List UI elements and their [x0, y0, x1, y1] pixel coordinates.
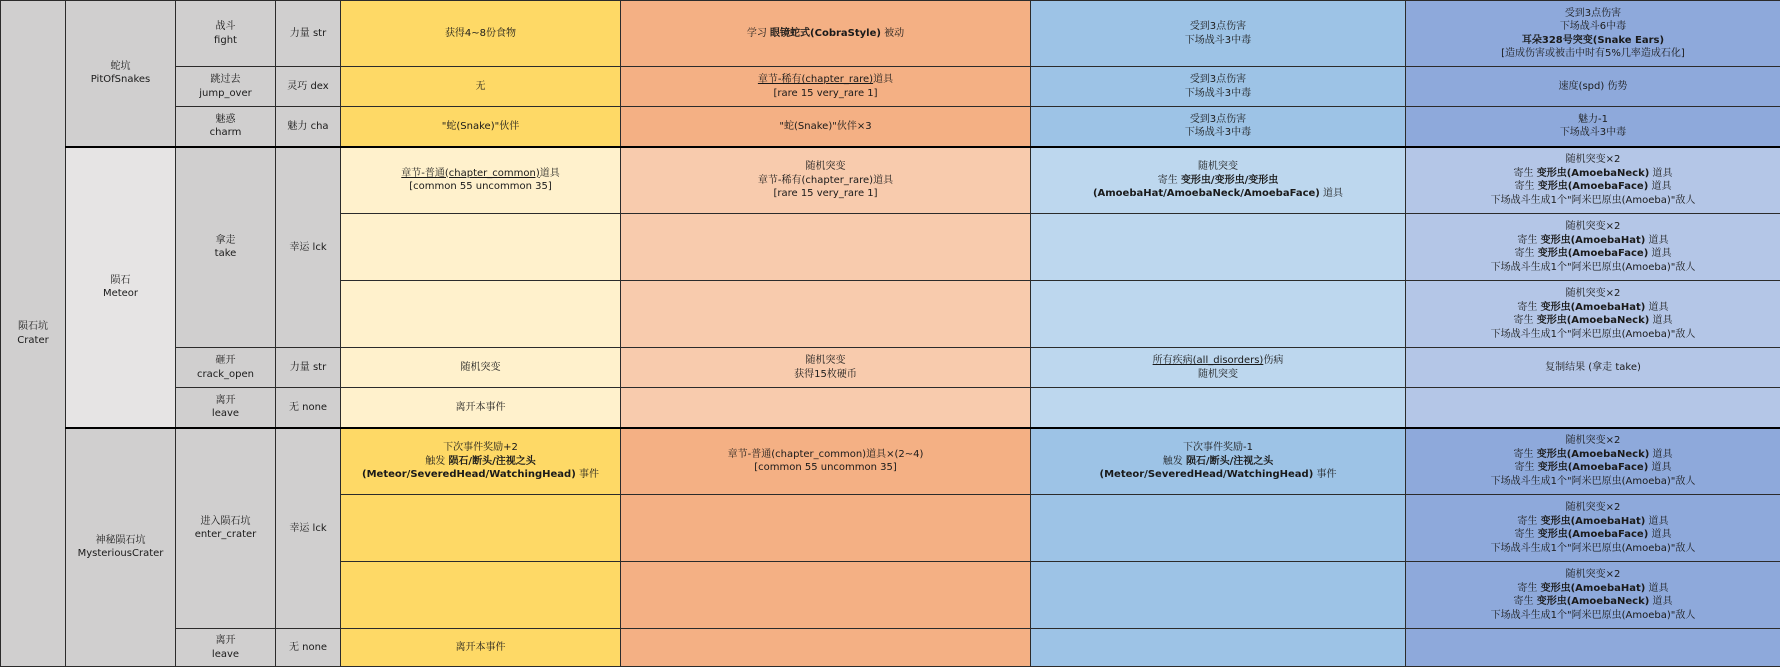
outcome-text: 被动	[880, 27, 905, 39]
outcome-text: 道具	[1649, 315, 1673, 326]
outcome-text: 变形虫/变形虫/变形虫	[1180, 174, 1279, 186]
outcome-great-failure	[1406, 147, 1780, 214]
outcome-line	[1035, 468, 1401, 482]
outcome-text: 事件	[1313, 469, 1337, 480]
outcome-text: [造成伤害或被击中时有5%几率造成石化]	[1501, 48, 1685, 59]
outcome-text: 下场战斗3中毒	[1559, 127, 1627, 139]
outcome-great-failure	[1406, 214, 1780, 281]
outcome-text: 寄生	[1517, 301, 1541, 313]
area-name: 陨石坑	[18, 321, 48, 332]
outcome-text: (Meteor/SeveredHead/WatchingHead)	[1099, 469, 1314, 480]
outcome-failure	[1031, 629, 1406, 667]
outcome-success	[621, 495, 1031, 562]
outcome-text: 随机突变×2	[1565, 154, 1621, 166]
outcome-failure	[1031, 281, 1406, 348]
option-name: 战斗	[215, 21, 236, 32]
outcome-text: 随机突变	[460, 361, 501, 373]
outcome-text: 受到3点伤害	[1564, 7, 1622, 19]
outcome-text: 变形虫(AmoebaHat)	[1540, 582, 1646, 594]
outcome-text: 道具	[1645, 515, 1669, 527]
outcome-line	[1410, 247, 1776, 261]
outcome-line	[1035, 354, 1401, 368]
outcome-great-failure	[1406, 388, 1780, 428]
outcome-line	[1410, 461, 1776, 475]
outcome-great-success	[341, 348, 621, 388]
outcome-text: 变形虫(AmoebaFace)	[1537, 248, 1649, 259]
outcome-text: 事件	[575, 469, 599, 480]
outcome-text: 陨石/断头/注视之头	[1185, 455, 1274, 467]
outcome-text: 触发	[425, 455, 449, 467]
outcome-text: 下场战斗生成1个"阿米巴原虫(Amoeba)"敌人	[1490, 475, 1696, 487]
option-cell	[176, 348, 276, 388]
event-cell-mysteriouscrater	[66, 428, 176, 667]
outcome-text: 受到3点伤害	[1189, 113, 1247, 125]
outcome-text: 寄生	[1514, 529, 1538, 540]
outcome-line	[1410, 234, 1776, 248]
outcome-line	[625, 87, 1026, 101]
outcome-text: 受到3点伤害	[1189, 21, 1247, 32]
outcome-line	[1410, 609, 1776, 623]
outcome-text: 变形虫(AmoebaFace)	[1537, 181, 1649, 193]
outcome-line	[1410, 501, 1776, 515]
outcome-line	[625, 354, 1026, 368]
outcome-text: 章节-稀有(chapter_rare)道具	[757, 174, 894, 186]
event-code: PitOfSnakes	[90, 74, 151, 86]
attribute-cell: 魅力 cha	[276, 107, 341, 147]
outcome-line	[1410, 220, 1776, 234]
outcome-failure	[1031, 562, 1406, 629]
outcome-line	[345, 641, 616, 655]
outcome-text: 寄生	[1513, 167, 1537, 179]
outcome-great-success	[341, 1, 621, 67]
outcome-text: 变形虫(AmoebaHat)	[1540, 234, 1646, 246]
event-code: MysteriousCrater	[77, 548, 164, 560]
outcome-text: 寄生	[1513, 596, 1537, 607]
option-cell	[176, 67, 276, 107]
attribute-cell: 无 none	[276, 388, 341, 428]
outcome-line	[1410, 595, 1776, 609]
outcome-success	[621, 281, 1031, 348]
outcome-text: "蛇(Snake)"伙伴	[441, 120, 520, 132]
outcome-great-failure	[1406, 428, 1780, 495]
outcome-text: 下场战斗生成1个"阿米巴原虫(Amoeba)"敌人	[1490, 328, 1696, 340]
outcome-line	[1410, 475, 1776, 489]
outcome-great-success	[341, 388, 621, 428]
outcome-text: 道具	[1645, 301, 1669, 313]
outcome-line	[1410, 20, 1776, 34]
outcome-text: 变形虫(AmoebaHat)	[1540, 515, 1646, 527]
outcome-text: 离开本事件	[455, 401, 506, 413]
outcome-failure	[1031, 495, 1406, 562]
outcome-line	[1035, 126, 1401, 140]
outcome-text: 寄生	[1514, 248, 1538, 259]
outcome-great-failure	[1406, 281, 1780, 348]
outcome-text: 学习	[746, 27, 771, 39]
outcome-great-success	[341, 67, 621, 107]
outcome-text: 随机突变×2	[1565, 435, 1621, 447]
outcome-failure	[1031, 348, 1406, 388]
outcome-line	[1035, 187, 1401, 201]
outcome-line	[1410, 113, 1776, 127]
outcome-line	[345, 401, 616, 415]
outcome-text: 耳朵328号突变(Snake Ears)	[1521, 34, 1665, 46]
outcome-text: 变形虫(AmoebaNeck)	[1536, 315, 1650, 326]
option-code: leave	[211, 408, 240, 420]
outcome-text: 道具	[1645, 234, 1669, 246]
outcome-line	[1035, 20, 1401, 34]
outcome-text: 下场战斗生成1个"阿米巴原虫(Amoeba)"敌人	[1490, 542, 1696, 554]
outcome-text: 魅力-1	[1578, 113, 1608, 125]
outcome-text: 道具	[1648, 529, 1672, 540]
outcome-line	[1410, 301, 1776, 315]
option-name: 进入陨石坑	[200, 515, 251, 527]
outcome-failure	[1031, 107, 1406, 147]
event-cell-meteor	[66, 147, 176, 428]
outcome-line	[1410, 194, 1776, 208]
option-cell	[176, 147, 276, 348]
outcome-text: 变形虫(AmoebaFace)	[1537, 462, 1649, 474]
option-name: 拿走	[215, 234, 236, 246]
option-code: enter_crater	[194, 529, 257, 541]
outcome-text: 寄生	[1517, 234, 1541, 246]
outcome-line	[1410, 582, 1776, 596]
outcome-success	[621, 348, 1031, 388]
outcome-line	[345, 180, 616, 194]
option-name: 离开	[215, 394, 236, 406]
outcome-text: 伤病	[1263, 355, 1284, 366]
outcome-line	[1035, 160, 1401, 174]
area-code: Crater	[17, 334, 49, 346]
outcome-text: [rare 15 very_rare 1]	[773, 87, 878, 99]
outcome-line	[1035, 34, 1401, 48]
event-name: 蛇坑	[110, 60, 131, 72]
attribute-cell: 力量 str	[276, 348, 341, 388]
outcome-great-failure	[1406, 67, 1780, 107]
option-cell	[176, 107, 276, 147]
outcome-text: 离开本事件	[455, 641, 506, 653]
row-mysteriouscrater-leave	[1, 629, 1780, 667]
outcome-text: 下次事件奖励-1	[1183, 442, 1253, 453]
outcome-text: 章节-稀有(chapter_rare)	[757, 74, 874, 85]
row-mysteriouscrater-enter-1	[1, 428, 1780, 495]
option-name: 魅惑	[215, 113, 236, 125]
outcome-success	[621, 214, 1031, 281]
outcome-text: 眼镜蛇式(CobraStyle)	[770, 27, 881, 39]
event-name: 神秘陨石坑	[95, 534, 146, 546]
outcome-text: 道具	[1649, 448, 1673, 460]
outcome-text: 无	[475, 80, 486, 92]
outcome-line	[1410, 167, 1776, 181]
outcome-great-failure	[1406, 629, 1780, 667]
outcome-line	[1035, 441, 1401, 455]
outcome-line	[1410, 80, 1776, 94]
outcome-line	[1410, 7, 1776, 21]
option-cell	[176, 629, 276, 667]
outcome-text: 寄生	[1157, 174, 1181, 186]
attribute-cell: 无 none	[276, 629, 341, 667]
row-meteor-crack-open	[1, 348, 1780, 388]
outcome-text: 寄生	[1513, 315, 1537, 326]
outcome-text: (AmoebaHat/AmoebaNeck/AmoebaFace)	[1092, 188, 1320, 199]
outcome-great-success	[341, 495, 621, 562]
outcome-success	[621, 562, 1031, 629]
outcome-line	[1035, 73, 1401, 87]
outcome-line	[625, 187, 1026, 201]
outcome-line	[625, 368, 1026, 382]
outcome-line	[1410, 180, 1776, 194]
outcome-text: 获得15枚硬币	[794, 368, 857, 380]
option-cell	[176, 428, 276, 629]
outcome-text: 所有疾病(all_disorders)	[1152, 355, 1264, 366]
option-code: charm	[209, 127, 242, 139]
outcome-great-success	[341, 147, 621, 214]
outcome-text: 随机突变×2	[1565, 569, 1621, 580]
outcome-line	[1410, 314, 1776, 328]
outcome-text: 下场战斗生成1个"阿米巴原虫(Amoeba)"敌人	[1490, 609, 1696, 621]
outcome-text: 章节-普通(chapter_common)道具×(2~4)	[727, 448, 924, 460]
outcome-text: 变形虫(AmoebaFace)	[1537, 529, 1649, 540]
option-name: 离开	[215, 635, 236, 646]
outcome-text: 随机突变	[805, 355, 846, 366]
event-name: 陨石	[110, 274, 131, 286]
outcome-text: 寄生	[1517, 515, 1541, 527]
outcome-text: 道具	[1649, 596, 1673, 607]
outcome-text: 随机突变×2	[1565, 221, 1621, 232]
outcome-line	[1410, 47, 1776, 61]
outcome-line	[1410, 153, 1776, 167]
outcome-line	[1035, 455, 1401, 469]
option-code: crack_open	[197, 368, 254, 380]
outcome-great-failure	[1406, 1, 1780, 67]
outcome-text: 变形虫(AmoebaHat)	[1540, 301, 1646, 313]
outcome-text: 随机突变×2	[1565, 288, 1621, 299]
outcome-text: 下场战斗3中毒	[1184, 87, 1252, 99]
outcome-success	[621, 428, 1031, 495]
outcome-great-success	[341, 629, 621, 667]
area-cell	[1, 1, 66, 667]
event-code: Meteor	[102, 288, 139, 299]
option-cell	[176, 388, 276, 428]
outcome-text: [common 55 uncommon 35]	[409, 181, 552, 193]
outcome-text: 章节-普通(chapter_common)	[401, 167, 540, 179]
outcome-line	[345, 441, 616, 455]
outcome-line	[1410, 434, 1776, 448]
outcome-text: 道具	[1649, 167, 1673, 179]
outcome-text: 道具	[1645, 582, 1669, 594]
outcome-failure	[1031, 1, 1406, 67]
outcome-text: 受到3点伤害	[1189, 74, 1247, 85]
row-pitofsnakes-fight	[1, 1, 1780, 67]
outcome-line	[345, 455, 616, 469]
outcome-line	[1410, 261, 1776, 275]
row-meteor-take-1	[1, 147, 1780, 214]
outcome-line	[1035, 174, 1401, 188]
outcome-line	[625, 120, 1026, 134]
outcome-text: [rare 15 very_rare 1]	[773, 188, 878, 199]
option-code: jump_over	[199, 87, 252, 99]
option-code: take	[214, 248, 237, 260]
attribute-cell: 幸运 lck	[276, 147, 341, 348]
outcome-line	[1410, 528, 1776, 542]
option-name: 跳过去	[210, 74, 241, 85]
outcome-great-failure	[1406, 495, 1780, 562]
outcome-great-success	[341, 562, 621, 629]
outcome-text: 寄生	[1514, 181, 1538, 193]
outcome-text: 获得4~8份食物	[444, 27, 517, 39]
outcome-text: 变形虫(AmoebaNeck)	[1536, 596, 1650, 607]
outcome-text: 下场战斗3中毒	[1184, 127, 1252, 139]
outcome-line	[1410, 448, 1776, 462]
outcome-line	[1410, 361, 1776, 375]
option-code: leave	[211, 648, 240, 660]
outcome-line	[1410, 34, 1776, 48]
outcome-line	[1410, 515, 1776, 529]
outcome-text: 寄生	[1514, 462, 1538, 474]
outcome-line	[625, 448, 1026, 462]
outcome-great-success	[341, 107, 621, 147]
outcome-line	[1410, 287, 1776, 301]
outcome-great-failure	[1406, 107, 1780, 147]
outcome-line	[625, 27, 1026, 41]
row-pitofsnakes-charm	[1, 107, 1780, 147]
outcome-success	[621, 629, 1031, 667]
outcome-text: "蛇(Snake)"伙伴×3	[779, 120, 872, 132]
outcome-text: 随机突变	[805, 161, 846, 172]
outcome-line	[625, 160, 1026, 174]
outcome-text: 随机突变	[1198, 161, 1238, 172]
outcome-line	[345, 468, 616, 482]
outcome-text: 下场战斗6中毒	[1559, 21, 1627, 32]
outcome-text: 下场战斗生成1个"阿米巴原虫(Amoeba)"敌人	[1490, 261, 1696, 273]
outcome-great-success	[341, 281, 621, 348]
outcome-line	[1410, 542, 1776, 556]
outcome-line	[345, 167, 616, 181]
outcome-great-failure	[1406, 348, 1780, 388]
option-cell	[176, 1, 276, 67]
outcome-line	[345, 80, 616, 94]
outcome-text: (Meteor/SeveredHead/WatchingHead)	[362, 469, 576, 480]
outcome-text: 触发	[1162, 455, 1186, 467]
outcome-success	[621, 67, 1031, 107]
outcome-text: 下次事件奖励+2	[443, 442, 518, 453]
outcome-failure	[1031, 428, 1406, 495]
outcome-text: 道具	[1319, 188, 1344, 199]
attribute-cell: 灵巧 dex	[276, 67, 341, 107]
attribute-cell: 幸运 lck	[276, 428, 341, 629]
outcome-text: 道具	[1648, 462, 1672, 474]
outcome-text: 变形虫(AmoebaNeck)	[1536, 448, 1650, 460]
outcome-text: 道具	[873, 74, 894, 85]
outcome-failure	[1031, 67, 1406, 107]
outcome-failure	[1031, 147, 1406, 214]
outcome-text: 速度(spd) 伤势	[1558, 80, 1628, 92]
outcome-line	[1035, 113, 1401, 127]
outcome-text: 寄生	[1513, 448, 1537, 460]
outcome-line	[1410, 126, 1776, 140]
outcome-great-success	[341, 428, 621, 495]
outcome-text: 陨石/断头/注视之头	[448, 455, 536, 467]
outcome-line	[345, 120, 616, 134]
outcome-line	[625, 174, 1026, 188]
outcome-text: 寄生	[1517, 582, 1541, 594]
outcome-text: 道具	[1648, 181, 1672, 193]
outcome-line	[345, 27, 616, 41]
outcome-line	[625, 461, 1026, 475]
outcome-text: 复制结果 (拿走 take)	[1545, 361, 1641, 373]
outcome-text: 随机突变×2	[1565, 502, 1621, 513]
outcome-text: 变形虫(AmoebaNeck)	[1536, 167, 1650, 179]
outcome-failure	[1031, 214, 1406, 281]
outcome-line	[1035, 87, 1401, 101]
outcome-great-success	[341, 214, 621, 281]
attribute-cell: 力量 str	[276, 1, 341, 67]
outcome-text: 下场战斗生成1个"阿米巴原虫(Amoeba)"敌人	[1490, 194, 1696, 206]
outcome-success	[621, 388, 1031, 428]
outcome-failure	[1031, 388, 1406, 428]
outcome-success	[621, 107, 1031, 147]
outcome-text: 道具	[1648, 248, 1672, 259]
outcome-text: [common 55 uncommon 35]	[754, 462, 897, 474]
outcome-text: 道具	[539, 167, 560, 179]
option-code: fight	[214, 34, 237, 46]
row-pitofsnakes-jump-over	[1, 67, 1780, 107]
outcome-text: 随机突变	[1198, 368, 1238, 380]
outcome-line	[625, 73, 1026, 87]
outcome-great-failure	[1406, 562, 1780, 629]
row-meteor-leave	[1, 388, 1780, 428]
outcome-success	[621, 147, 1031, 214]
option-name: 砸开	[215, 355, 236, 366]
outcome-text: 下场战斗3中毒	[1184, 34, 1252, 46]
outcome-success	[621, 1, 1031, 67]
outcome-line	[1410, 328, 1776, 342]
outcome-line	[1410, 568, 1776, 582]
outcome-line	[345, 361, 616, 375]
outcome-line	[1035, 368, 1401, 382]
event-cell-pitofsnakes	[66, 1, 176, 147]
